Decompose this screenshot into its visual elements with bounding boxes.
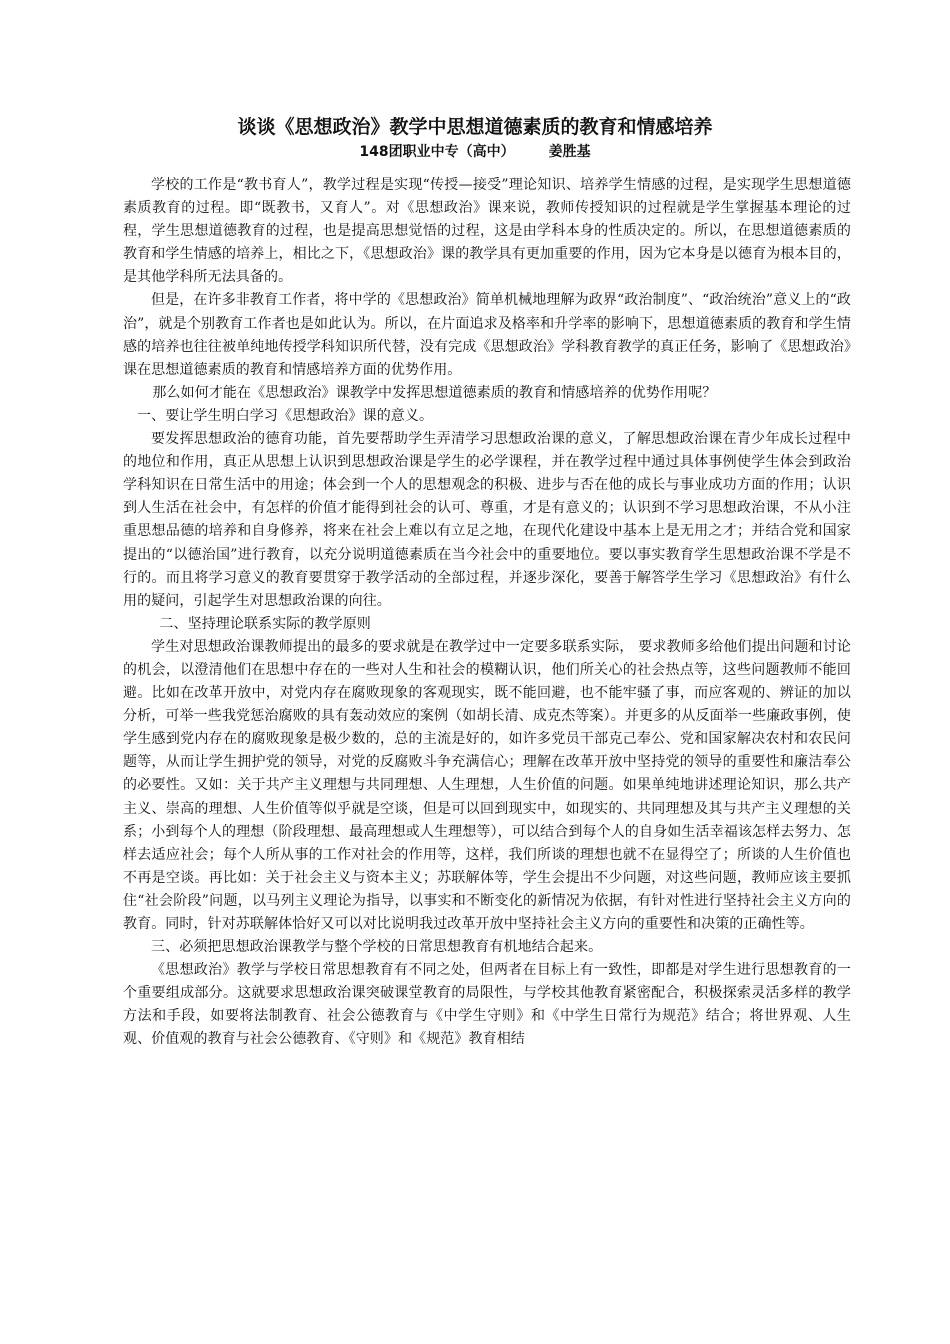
school-name: 148团职业中专（高中）	[359, 144, 515, 160]
section-heading-2: 二、坚持理论联系实际的教学原则	[159, 615, 371, 632]
section-heading-3: 三、必须把思想政治课教学与整个学校的日常思想教育有机地结合起来。	[151, 939, 603, 956]
paragraph-problem: 但是，在许多非教育工作者，将中学的《思想政治》简单机械地理解为政界“政治制度”、“政治统治”意义上的“政治”，就是个别教育工作者也是如此认为。所以，在片面追求及格率和升学率的影响下，思想道德素质的教育和学生情感的培养也往往被单纯地传授学科知识所代替，没有完成《思想政治》学科教育教学的真正任务，影响了《思想政治》课在思想道德素质的教育和情感培养方面的优势作用。	[123, 292, 851, 378]
byline	[0, 142, 950, 162]
document-title: 谈谈《思想政治》教学中思想道德素质的教育和情感培养	[237, 116, 713, 138]
section-heading-1: 一、要让学生明白学习《思想政治》课的意义。	[137, 407, 434, 424]
author-name: 姜胜基	[548, 144, 591, 160]
paragraph-section-3: 《思想政治》教学与学校日常思想教育有不同之处，但两者在目标上有一致性，即都是对学生进行思想教育的一个重要组成部分。这就要求思想政治课突破课堂教育的局限性，与学校其他教育紧密配合，积极探索灵活多样的教学方法和手段，如要将法制教育、社会公德教育与《中学生守则》和《中学生日常行为规范》结合；将世界观、人生观、价值观的教育与社会公德教育、《守则》和《规范》教育相结	[123, 962, 851, 1048]
paragraph-question: 那么如何才能在《思想政治》课教学中发挥思想道德素质的教育和情感培养的优势作用呢？	[152, 384, 717, 401]
paragraph-section-1: 要发挥思想政治的德育功能，首先要帮助学生弄清学习思想政治课的意义，了解思想政治课在青少年成长过程中的地位和作用，真正从思想上认识到思想政治课是学生的必学课程，并在教学过程中通过具体事例使学生体会到政治学科知识在日常生活中的用途；体会到一个人的思想观念的积极、进步与否在他的成长与事业成功方面的作用；认识到人生活在社会中，有怎样的价值才能得到社会的认可、尊重，才是有意义的；认识到不学习思想政治课，不从小注重思想品德的培养和自身修养，将来在社会上难以有立足之地，在现代化建设中基本上是无用之才；并结合党和国家提出的“以德治国”进行教育，以充分说明道德素质在当今社会中的重要地位。要以事实教育学生思想政治课不学是不行的。而且将学习意义的教育要贯穿于教学活动的全部过程，并逐步深化，要善于解答学生学习《思想政治》有什么用的疑问，引起学生对思想政治课的向往。	[123, 431, 851, 609]
paragraph-intro: 学校的工作是“教书育人”，教学过程是实现“传授—接受”理论知识、培养学生情感的过程，是实现学生思想道德素质教育的过程。即“既教书，又育人”。对《思想政治》课来说，教师传授知识的过程就是学生掌握基本理论的过程，学生思想道德教育的过程，也是提高思想觉悟的过程，这是由学科本身的性质决定的。所以，在思想道德素质的教育和学生情感的培养上，相比之下，《思想政治》课的教学具有更加重要的作用，因为它本身是以德育为根本目的，是其他学科所无法具备的。	[123, 177, 851, 286]
paragraph-section-2: 学生对思想政治课教师提出的最多的要求就是在教学过中一定要多联系实际， 要求教师多给他们提出问题和讨论的机会，以澄清他们在思想中存在的一些对人生和社会的模糊认识，他们所关心的社会热点等，这些问题教师不能回避。比如在改革开放中，对党内存在腐败现象的客观现实，既不能回避，也不能牢骚了事，而应客观的、辨证的加以分析，可举一些我党惩治腐败的具有轰动效应的案例（如胡长清、成克杰等案）。并更多的从反面举一些廉政事例，使学生感到党内存在的腐败现象是极少数的，总的主流是好的，如许多党员干部克己奉公、党和国家解决农村和农民问题等，从而让学生拥护党的领导，对党的反腐败斗争充满信心；理解在改革开放中坚持党的领导的重要性和廉洁奉公的必要性。又如：关于共产主义理想与共同理想、人生理想，人生价值的问题。如果单纯地讲述理论知识，那么共产主义、崇高的理想、人生价值等似乎就是空谈，但是可以回到现实中，如现实的、共同理想及其与共产主义理想的关系；小到每个人的理想（阶段理想、最高理想或人生理想等），可以结合到每个人的自身如生活幸福该怎样去努力、怎样去适应社会；每个人所从事的工作对社会的作用等，这样，我们所谈的理想也就不在显得空了；所谈的人生价值也不再是空谈。再比如：关于社会主义与资本主义；苏联解体等，学生会提出不少问题，对这些问题，教师应该主要抓住“社会阶段”问题，以马列主义理论为指导，以事实和不断变化的新情况为依据，有针对性进行坚持社会主义方向的教育。同时，针对苏联解体恰好又可以对比说明我过改革开放中坚持社会主义方向的重要性和决策的正确性等。	[123, 638, 851, 932]
article-body	[123, 174, 851, 1052]
